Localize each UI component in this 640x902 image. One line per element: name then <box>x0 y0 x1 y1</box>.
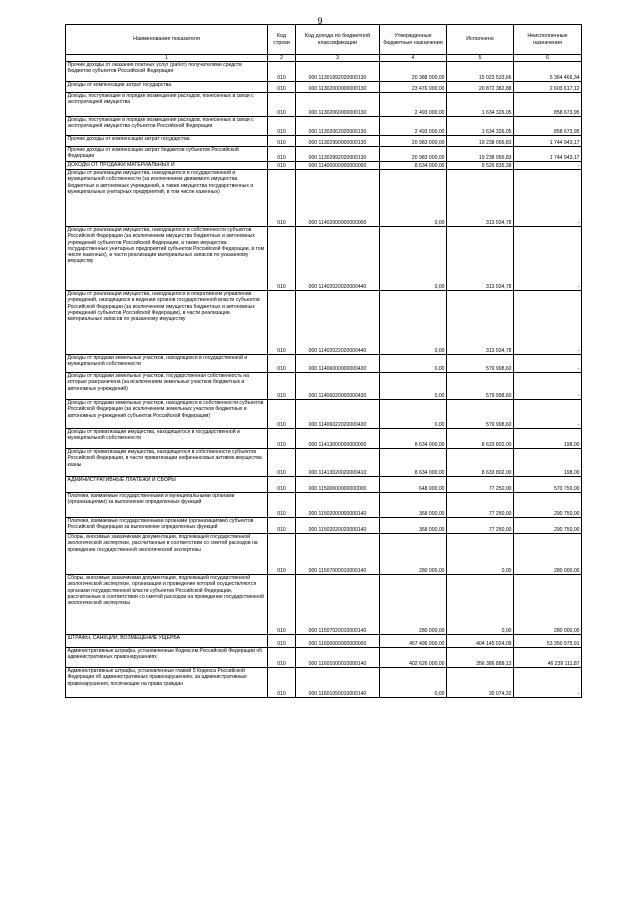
row-line-code-cell: 010 <box>268 575 296 635</box>
row-unexecuted-cell: 198,00 <box>514 449 582 477</box>
table-row <box>66 400 582 429</box>
row-line-code-cell: 010 <box>268 477 296 493</box>
row-income-code-cell: 000 11301992020000130 <box>296 62 380 82</box>
row-line-code-cell: 010 <box>268 82 296 93</box>
row-income-code-cell: 000 11302992020000130 <box>296 147 380 162</box>
row-executed-cell: 77 250,00 <box>447 493 514 518</box>
row-unexecuted-cell: - <box>514 227 582 291</box>
row-approved-cell: 20 983 000,00 <box>380 147 447 162</box>
row-line-code-cell: 010 <box>268 117 296 136</box>
row-line-code-cell: 010 <box>268 534 296 575</box>
row-line-code-cell: 010 <box>268 162 296 170</box>
row-income-code-cell: 000 11500000000000000 <box>296 477 380 493</box>
header-approved: Утвержденные бюджетные назначения <box>380 25 447 55</box>
row-name-cell: Сборы, вносимые заказчиками документации, подлежащей государственной экологической экспертизе, рассчитанные в соответствии со сметой расходов на проведение государственной экологической экспертизы <box>66 534 268 575</box>
row-unexecuted-cell: 280 000,00 <box>514 534 582 575</box>
table-row <box>66 355 582 373</box>
row-unexecuted-cell: - <box>514 291 582 355</box>
row-name-cell: Прочие доходы от оказания платных услуг (работ) получателями средств бюджетов субъектов Российской Федерации <box>66 62 268 82</box>
table-row <box>66 291 582 355</box>
row-income-code-cell: 000 11406022020000430 <box>296 400 380 429</box>
column-number: 5 <box>447 55 514 62</box>
row-approved-cell: 8 634 000,00 <box>380 162 447 170</box>
row-income-code-cell: 000 11507020010000140 <box>296 575 380 635</box>
row-name-cell: Доходы, поступающие в порядке возмещения расходов, понесенных в связи с эксплуатацией имущества субъектов Российской Федерации <box>66 117 268 136</box>
table-header-row <box>66 25 582 55</box>
row-income-code-cell: 000 11302000000000130 <box>296 82 380 93</box>
row-unexecuted-cell: 280 000,00 <box>514 575 582 635</box>
row-executed-cell: 15 023 533,66 <box>447 62 514 82</box>
table-row <box>66 518 582 534</box>
row-line-code-cell: 010 <box>268 668 296 698</box>
row-executed-cell: 579 998,60 <box>447 373 514 400</box>
row-line-code-cell: 010 <box>268 518 296 534</box>
table-row <box>66 477 582 493</box>
row-income-code-cell: 000 11507000010000140 <box>296 534 380 575</box>
row-name-cell: Доходы от реализации имущества, находящегося в оперативном управлении учреждений, находящихся в ведении органов государственной власти субъектов Российской Федерации (за исключением имущества бюджетных и автономных учреждений субъектов Российской Федерации), в части реализации материальных запасов по указанному имуществу <box>66 291 268 355</box>
row-name-cell: Доходы от приватизации имущества, находящегося в государственной и муниципальной собственности <box>66 429 268 449</box>
column-number: 3 <box>296 55 380 62</box>
row-approved-cell: 0,00 <box>380 170 447 227</box>
row-unexecuted-cell: - <box>514 668 582 698</box>
page-number: 9 <box>317 16 323 26</box>
table-row <box>66 93 582 117</box>
row-approved-cell: 2 493 000,00 <box>380 93 447 117</box>
row-income-code-cell: 000 11502000000000140 <box>296 493 380 518</box>
row-approved-cell: 648 000,00 <box>380 477 447 493</box>
row-unexecuted-cell: 290 750,00 <box>514 493 582 518</box>
row-approved-cell: 402 626 000,00 <box>380 648 447 668</box>
row-unexecuted-cell: 198,00 <box>514 429 582 449</box>
table-row <box>66 449 582 477</box>
row-executed-cell: 30 074,32 <box>447 668 514 698</box>
row-name-cell: ДОХОДЫ ОТ ПРОДАЖИ МАТЕРИАЛЬНЫХ И <box>66 162 268 170</box>
table-row <box>66 170 582 227</box>
row-name-cell: Платежи, взимаемые государственными и муниципальными органами (организациями) за выполнение определенных функций <box>66 493 268 518</box>
row-executed-cell: 19 238 056,83 <box>447 136 514 147</box>
row-approved-cell: 0,00 <box>380 291 447 355</box>
header-unexecuted: Неисполненные назначения <box>514 25 582 55</box>
row-line-code-cell: 010 <box>268 449 296 477</box>
row-executed-cell: 356 386 888,13 <box>447 648 514 668</box>
row-approved-cell: 23 476 000,00 <box>380 82 447 93</box>
row-executed-cell: 579 998,60 <box>447 355 514 373</box>
table-row <box>66 162 582 170</box>
row-executed-cell: 19 238 056,83 <box>447 147 514 162</box>
row-unexecuted-cell: 858 673,95 <box>514 117 582 136</box>
row-approved-cell: 280 000,00 <box>380 534 447 575</box>
row-income-code-cell: 000 11402020020000440 <box>296 227 380 291</box>
column-number: 4 <box>380 55 447 62</box>
row-line-code-cell: 010 <box>268 373 296 400</box>
row-line-code-cell: 010 <box>268 400 296 429</box>
row-income-code-cell: 000 11400000000000000 <box>296 162 380 170</box>
row-income-code-cell: 000 11406020000000430 <box>296 373 380 400</box>
row-executed-cell: 1 634 326,05 <box>447 117 514 136</box>
header-name: Наименование показателя <box>66 25 268 55</box>
table-row <box>66 575 582 635</box>
row-unexecuted-cell: - <box>514 162 582 170</box>
row-name-cell: Платежи, взимаемые государственными органами (организациями) субъектов Российской Федерации за выполнение определенных функций <box>66 518 268 534</box>
row-name-cell: Сборы, вносимые заказчиками документации, подлежащей государственной экологической экспертизе, организация и проведение которой осуществляются органами государственной власти субъектов Российской Федерации, рассчитанные в соответствии со сметой расходов на проведение государственной экологической экспертизы <box>66 575 268 635</box>
column-number-row <box>66 55 582 62</box>
column-number: 2 <box>268 55 296 62</box>
row-line-code-cell: 010 <box>268 493 296 518</box>
row-name-cell: Прочие доходы от компенсации затрат бюджетов субъектов Российской Федерации <box>66 147 268 162</box>
row-line-code-cell: 010 <box>268 355 296 373</box>
row-approved-cell: 280 000,00 <box>380 575 447 635</box>
header-line-code: Код строки <box>268 25 296 55</box>
row-executed-cell: 313 034,78 <box>447 170 514 227</box>
row-executed-cell: 0,00 <box>447 575 514 635</box>
row-executed-cell: 77 250,00 <box>447 518 514 534</box>
row-income-code-cell: 000 11502020020000140 <box>296 518 380 534</box>
table-row <box>66 668 582 698</box>
table-row <box>66 429 582 449</box>
row-unexecuted-cell: 858 673,95 <box>514 93 582 117</box>
row-executed-cell: 0,00 <box>447 534 514 575</box>
row-approved-cell: 0,00 <box>380 227 447 291</box>
row-approved-cell: 20 983 000,00 <box>380 136 447 147</box>
row-approved-cell: 0,00 <box>380 400 447 429</box>
row-line-code-cell: 010 <box>268 170 296 227</box>
row-executed-cell: 313 034,78 <box>447 227 514 291</box>
row-unexecuted-cell: 5 364 466,34 <box>514 62 582 82</box>
row-income-code-cell: 000 11600000000000000 <box>296 635 380 648</box>
row-unexecuted-cell: 46 239 111,87 <box>514 648 582 668</box>
row-name-cell: Доходы от реализации имущества, находящегося в государственной и муниципальной собственности (за исключением движимого имущества бюджетных и автономных учреждений, а также имущества государственных и муниципальных унитарных предприятий, в том числе казенных) <box>66 170 268 227</box>
row-unexecuted-cell: 2 603 617,12 <box>514 82 582 93</box>
row-line-code-cell: 010 <box>268 136 296 147</box>
row-executed-cell: 1 634 326,05 <box>447 93 514 117</box>
row-line-code-cell: 010 <box>268 291 296 355</box>
row-income-code-cell: 000 11406000000000430 <box>296 355 380 373</box>
row-income-code-cell: 000 11402000000000000 <box>296 170 380 227</box>
row-income-code-cell: 000 11402022020000440 <box>296 291 380 355</box>
row-unexecuted-cell: 1 744 943,17 <box>514 147 582 162</box>
row-approved-cell: 8 634 000,00 <box>380 449 447 477</box>
row-name-cell: Административные штрафы, установленные Кодексом Российской Федерации об административных правонарушениях <box>66 648 268 668</box>
column-number: 6 <box>514 55 582 62</box>
row-approved-cell: 368 000,00 <box>380 493 447 518</box>
row-income-code-cell: 000 11601050010000140 <box>296 668 380 698</box>
table-row <box>66 117 582 136</box>
table-row <box>66 373 582 400</box>
row-income-code-cell: 000 11302062020000130 <box>296 117 380 136</box>
row-unexecuted-cell: 53 350 975,91 <box>514 635 582 648</box>
row-executed-cell: 8 633 802,00 <box>447 449 514 477</box>
row-income-code-cell: 000 11601000010000140 <box>296 648 380 668</box>
row-name-cell: Доходы от приватизации имущества, находящегося в собственности субъектов Российской Федерации, в части приватизации нефинансовых активов имущества казны <box>66 449 268 477</box>
row-approved-cell: 20 388 000,00 <box>380 62 447 82</box>
row-name-cell: Доходы, поступающие в порядке возмещения расходов, понесенных в связи с эксплуатацией имущества <box>66 93 268 117</box>
row-executed-cell: 313 034,78 <box>447 291 514 355</box>
column-number: 1 <box>66 55 268 62</box>
row-name-cell: Доходы от продажи земельных участков, государственная собственность на которые разграничена (за исключением земельных участков бюджетных и автономных учреждений) <box>66 373 268 400</box>
row-unexecuted-cell: - <box>514 373 582 400</box>
table-row <box>66 648 582 668</box>
row-line-code-cell: 010 <box>268 648 296 668</box>
row-income-code-cell: 000 11302060000000130 <box>296 93 380 117</box>
row-approved-cell: 368 000,00 <box>380 518 447 534</box>
row-name-cell: Административные штрафы, установленные главой 5 Кодекса Российской Федерации об административных правонарушениях, за административные правонарушения, посягающие на права граждан <box>66 668 268 698</box>
table-row <box>66 635 582 648</box>
row-name-cell: Доходы от компенсации затрат государства <box>66 82 268 93</box>
table-row <box>66 493 582 518</box>
row-unexecuted-cell: - <box>514 355 582 373</box>
row-executed-cell: 77 250,00 <box>447 477 514 493</box>
row-line-code-cell: 010 <box>268 429 296 449</box>
row-executed-cell: 404 145 024,09 <box>447 635 514 648</box>
header-income-code: Код дохода по бюджетной классификации <box>296 25 380 55</box>
table-row <box>66 62 582 82</box>
row-name-cell: АДМИНИСТРАТИВНЫЕ ПЛАТЕЖИ И СБОРЫ <box>66 477 268 493</box>
row-name-cell: Доходы от продажи земельных участков, находящихся в государственной и муниципальной собственности <box>66 355 268 373</box>
row-approved-cell: 0,00 <box>380 373 447 400</box>
row-name-cell: Доходы от реализации имущества, находящегося в собственности субъектов Российской Федерации (за исключением имущества бюджетных и автономных учреждений субъектов Российской Федерации, а также имущества государственных унитарных предприятий субъектов Российской Федерации, в том числе казенных), в части реализации материальных запасов по указанному имуществу <box>66 227 268 291</box>
row-line-code-cell: 010 <box>268 227 296 291</box>
table-row <box>66 227 582 291</box>
row-executed-cell: 9 526 835,38 <box>447 162 514 170</box>
row-income-code-cell: 000 11302990000000130 <box>296 136 380 147</box>
table-row <box>66 82 582 93</box>
table-row <box>66 136 582 147</box>
table-row <box>66 534 582 575</box>
row-executed-cell: 20 872 382,88 <box>447 82 514 93</box>
row-name-cell: Доходы от продажи земельных участков, находящихся в собственности субъектов Российской Федерации (за исключением земельных участков бюджетных и автономных учреждений субъектов Российской Федерации) <box>66 400 268 429</box>
row-name-cell: Прочие доходы от компенсации затрат государства <box>66 136 268 147</box>
row-unexecuted-cell: 1 744 943,17 <box>514 136 582 147</box>
row-unexecuted-cell: 570 750,00 <box>514 477 582 493</box>
row-executed-cell: 8 633 802,00 <box>447 429 514 449</box>
row-line-code-cell: 010 <box>268 62 296 82</box>
row-income-code-cell: 000 11413000000000000 <box>296 429 380 449</box>
table-row <box>66 147 582 162</box>
row-line-code-cell: 010 <box>268 635 296 648</box>
row-unexecuted-cell: 290 750,00 <box>514 518 582 534</box>
row-approved-cell: 457 496 000,00 <box>380 635 447 648</box>
row-approved-cell: 0,00 <box>380 355 447 373</box>
row-unexecuted-cell: - <box>514 170 582 227</box>
row-income-code-cell: 000 11413020020000410 <box>296 449 380 477</box>
header-executed: Исполнено <box>447 25 514 55</box>
income-report-table <box>65 24 582 698</box>
row-unexecuted-cell: - <box>514 400 582 429</box>
row-line-code-cell: 010 <box>268 93 296 117</box>
row-line-code-cell: 010 <box>268 147 296 162</box>
row-approved-cell: 0,00 <box>380 668 447 698</box>
row-approved-cell: 2 493 000,00 <box>380 117 447 136</box>
row-executed-cell: 579 998,60 <box>447 400 514 429</box>
row-name-cell: ШТРАФЫ, САНКЦИИ, ВОЗМЕЩЕНИЕ УЩЕРБА <box>66 635 268 648</box>
row-approved-cell: 8 634 000,00 <box>380 429 447 449</box>
